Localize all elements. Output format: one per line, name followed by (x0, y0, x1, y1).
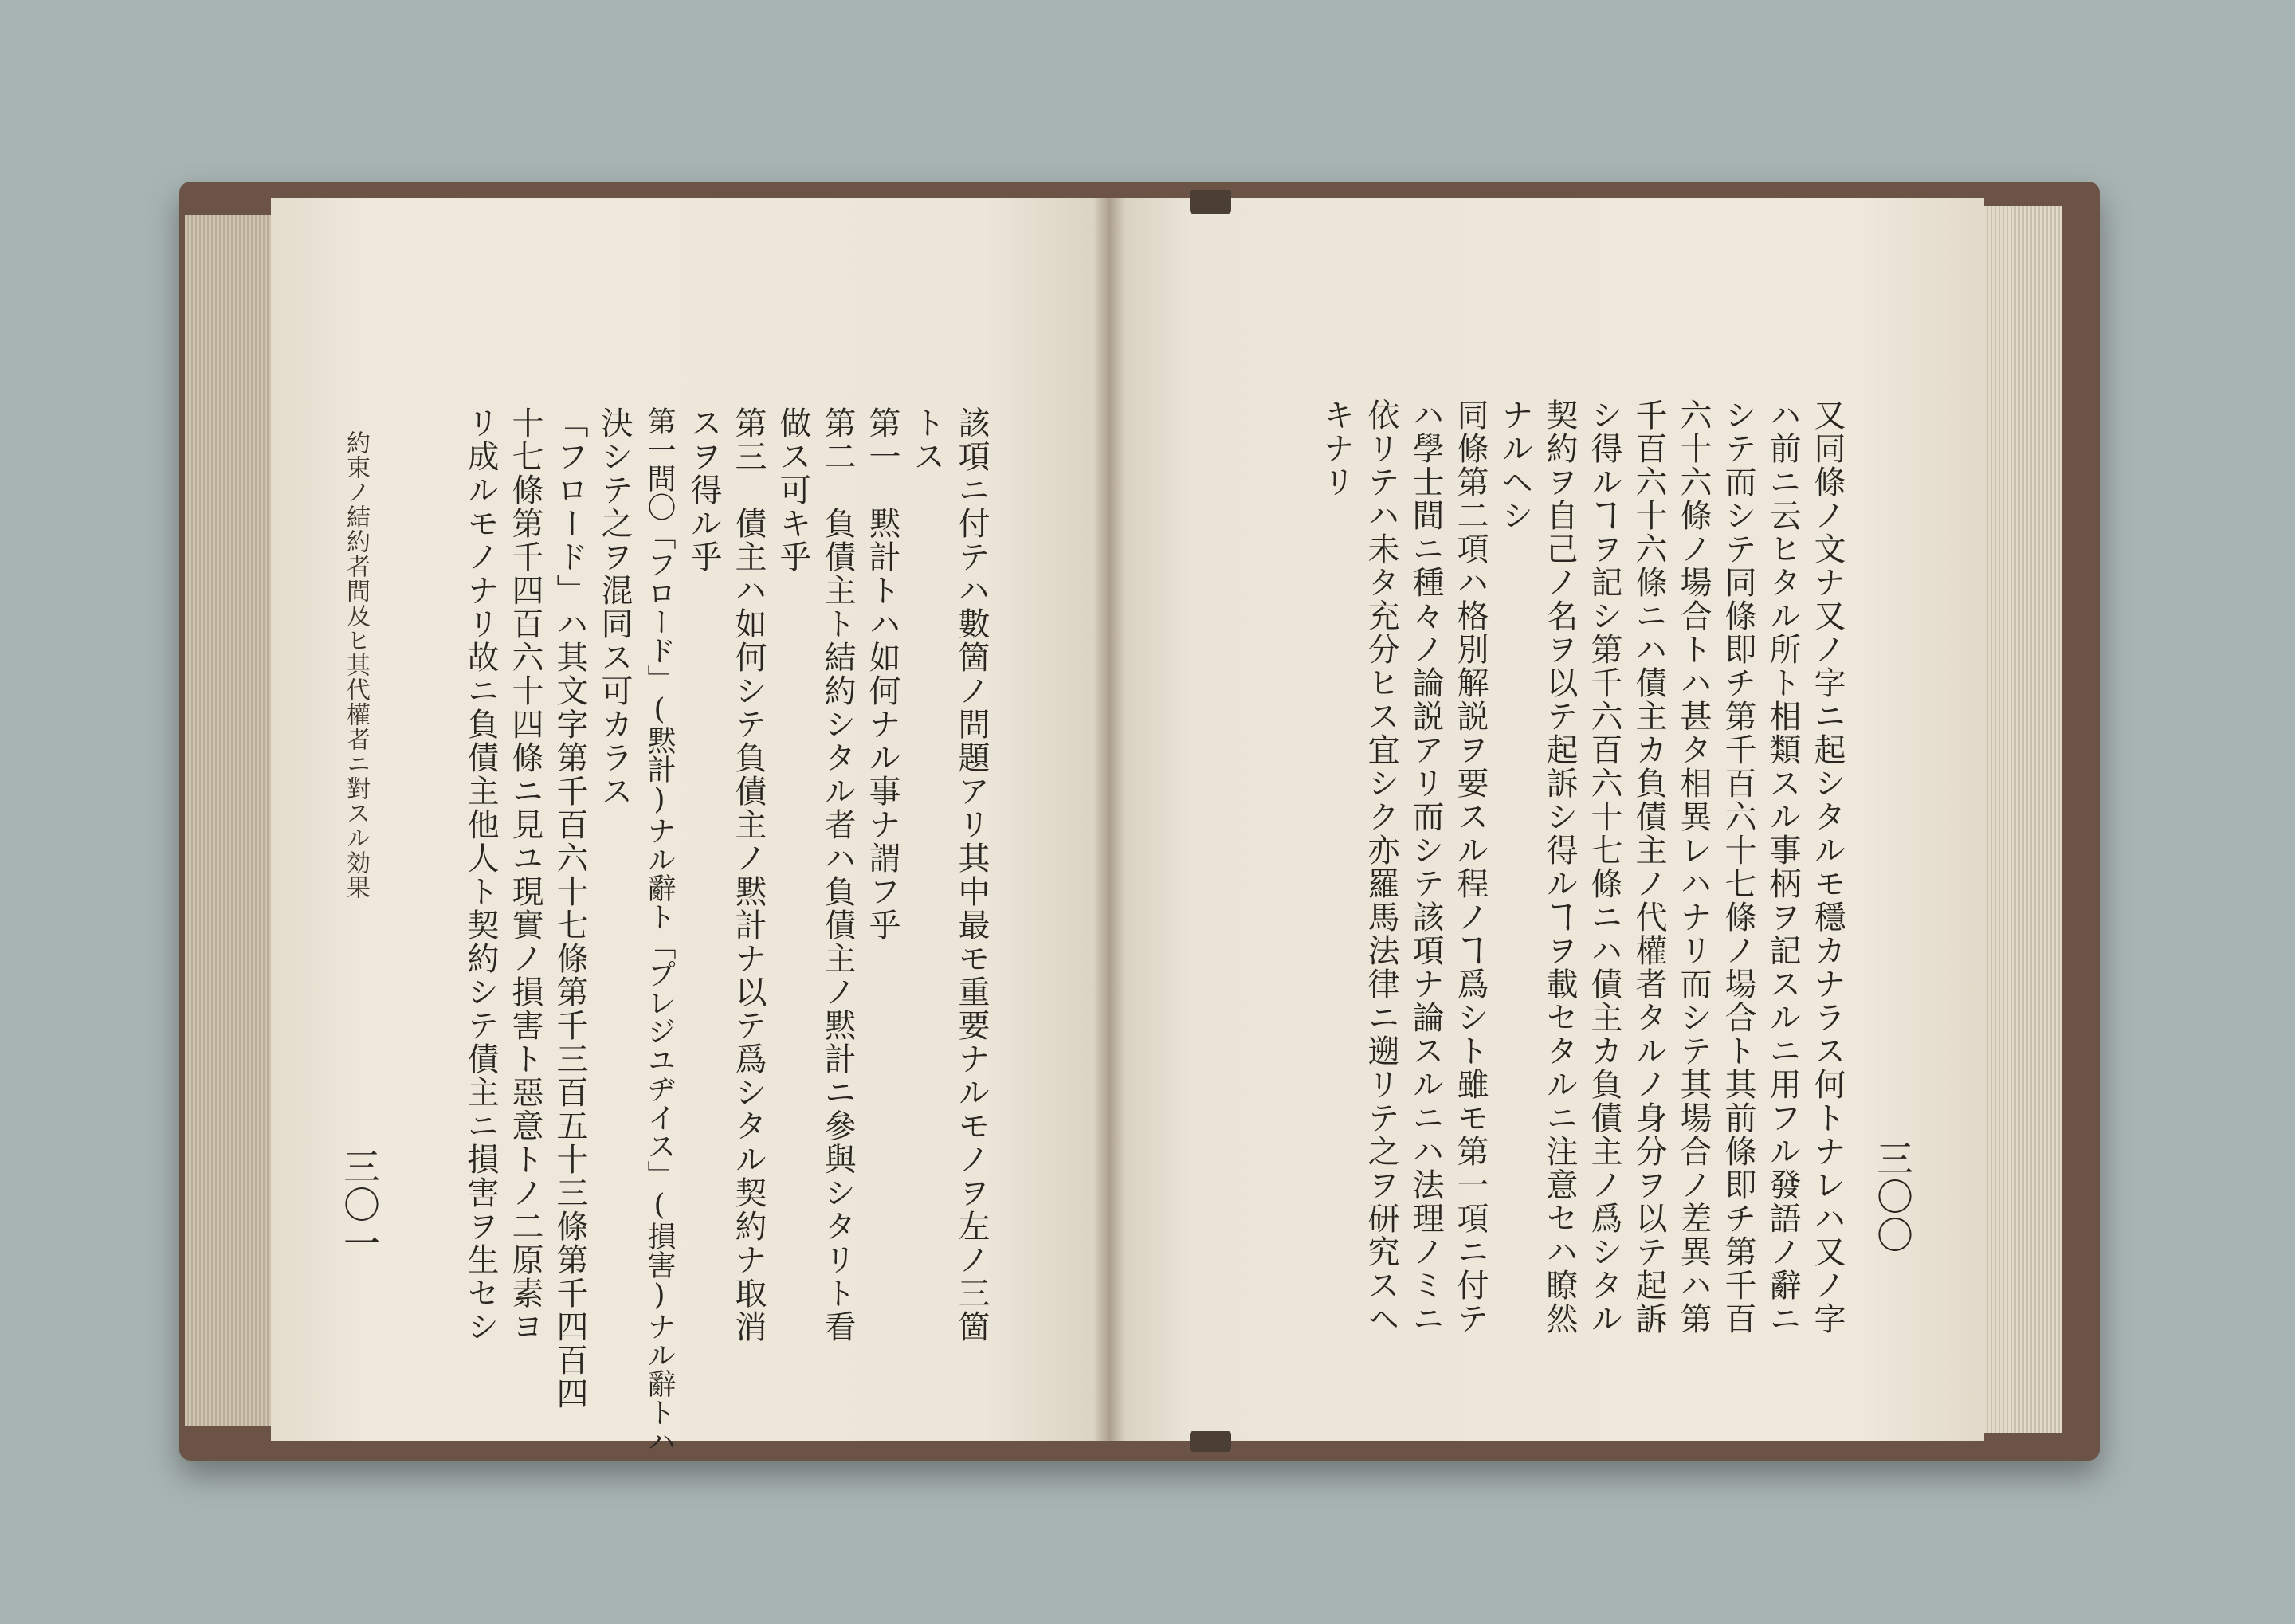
right-col-2: ハ前ニ云ヒタル所ト相類スル事柄ヲ記スルニ用フル發語ノ辭ニ (1764, 398, 1801, 1336)
left-col-7: スヲ得ル乎 (685, 406, 722, 574)
right-col-5: 千百六十六條ニハ債主カ負債主ノ代權者タルノ身分ヲ以テ起訴 (1630, 398, 1667, 1336)
page-edges-right (1976, 206, 2062, 1433)
right-col-4: 六十六條ノ場合トハ甚タ相異レハナリ而シテ其場合ノ差異ハ第 (1675, 398, 1712, 1336)
left-col-8: 第一問〇「フロード」(黙計)ナル辭ト「プレジユヂイス」(損害)ナル辭トハ (643, 406, 676, 1455)
right-col-1: 又同條ノ文ナ又ノ字ニ起シタルモ穩カナラス何トナレハ又ノ字 (1809, 398, 1846, 1336)
left-col-5: 做ス可キ乎 (775, 406, 811, 574)
left-col-9: 決シテ之ヲ混同ス可カラス (596, 406, 633, 808)
spine-clasp-bottom (1190, 1431, 1231, 1452)
spine-clasp-top (1190, 190, 1231, 214)
left-col-1: 該項ニ付テハ數箇ノ問題アリ其中最モ重要ナルモノヲ左ノ三箇 (953, 406, 990, 1344)
left-page-number: 三〇一 (338, 1147, 381, 1262)
right-col-8: ナルヘシ (1497, 398, 1533, 532)
left-col-6: 第三 債主ハ如何シテ負債主ノ黙計ナ以テ爲シタル契約ナ取消 (730, 406, 767, 1344)
left-col-2: トス (908, 406, 945, 473)
left-col-12: リ成ルモノナリ故ニ負債主他人ト契約シテ債主ニ損害ヲ生セシ (462, 406, 499, 1344)
right-col-9: 同條第二項ハ格別解説ヲ要スル程ノヿ爲シト雖モ第一項ニ付テ (1452, 398, 1489, 1336)
book-gutter (1093, 198, 1125, 1441)
right-col-3: シテ而シテ同條即チ第千百六十七條ノ場合ト其前條即チ第千百 (1720, 398, 1756, 1336)
left-col-11: 十七條第千四百六十四條ニ見ユ現實ノ損害ト惡意トノ二原素ヨ (507, 406, 543, 1344)
running-header: 約束ノ結約者間及ヒ其代權者ニ對スル効果 (342, 430, 370, 900)
left-col-3: 第一 黙計トハ如何ナル事ナ謂フ乎 (864, 406, 900, 942)
right-col-11: 依リテハ未タ充分ヒス宜シク亦羅馬法律ニ遡リテ之ヲ研究スヘ (1363, 398, 1399, 1336)
left-col-10: 「フロード」ハ其文字第千百六十七條第千三百五十三條第千四百四 (551, 406, 588, 1410)
page-edges-left (185, 215, 274, 1426)
left-col-4: 第二 負債主ト結約シタル者ハ負債主ノ黙計ニ參與シタリト看 (819, 406, 856, 1344)
right-page-number: 三〇〇 (1871, 1140, 1914, 1254)
right-col-10: ハ學士間ニ種々ノ論説アリ而シテ該項ナ論スルニハ法理ノミニ (1407, 398, 1444, 1336)
right-col-6: シ得ルヿヲ記シ第千六百六十七條ニハ債主カ負債主ノ爲シタル (1586, 398, 1622, 1336)
right-col-12: キナリ (1318, 398, 1355, 499)
right-col-7: 契約ヲ自己ノ名ヲ以テ起訴シ得ルヿヲ載セタルニ注意セハ瞭然 (1541, 398, 1578, 1336)
